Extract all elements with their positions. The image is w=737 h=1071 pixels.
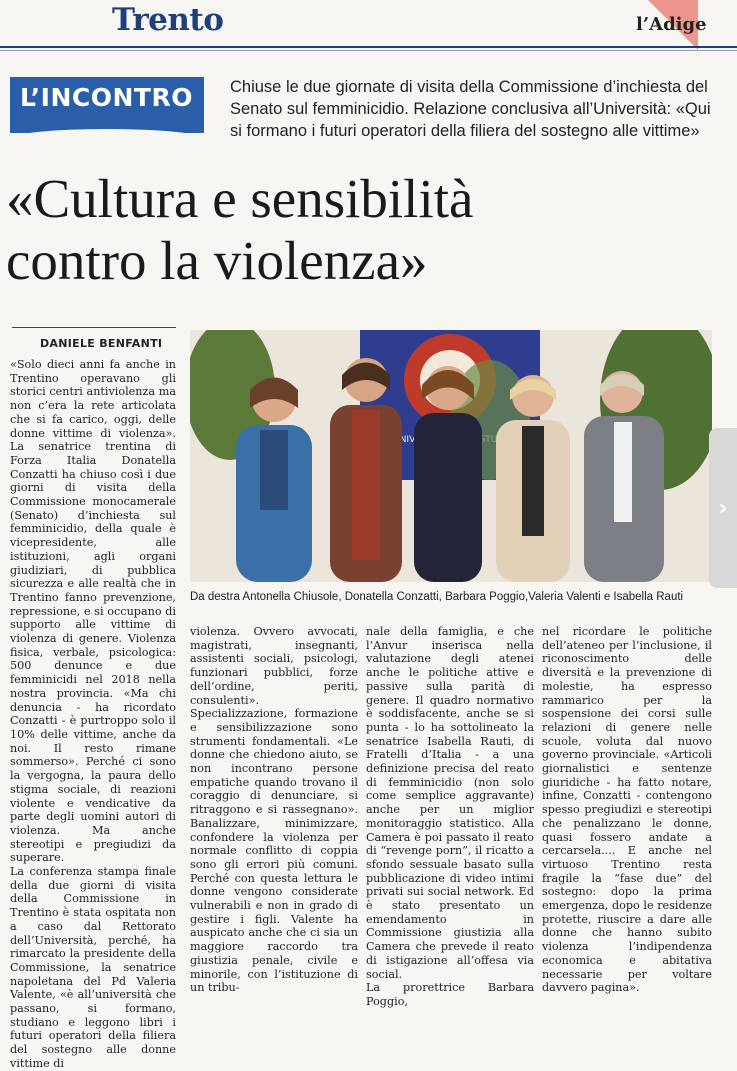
kicker-text: L’INCONTRO <box>20 83 193 112</box>
paragraph: La conferenza stampa finale della due giorni di visita della Commissione in Trentino è stata ospitata non a caso dal Rettorato dell’Università, perché, ha rimarcato la presidente della Commissione, la senatrice napoletana del Pd Valeria Valente, «è all’università che passano, si formano, studiano e leggono libri i futuri operatori della filiera del sostegno alle donne vittime di <box>10 865 176 1070</box>
kicker-label <box>10 77 204 133</box>
article-column-4 <box>542 625 712 995</box>
article-summary: Chiuse le due giornate di visita della Commissione d’inchiesta del Senato sul femminicidio. Relazione conclusiva all’Università: «Qui si formano i futuri operatori della filiera del sostegno alle vittime» <box>230 78 711 140</box>
photo-caption: Da destra Antonella Chiusole, Donatella Conzatti, Barbara Poggio,Valeria Valenti e Isabella Rauti <box>190 591 684 603</box>
headline-line-1: «Cultura e sensibilità <box>6 168 474 229</box>
article-column-3 <box>366 625 534 1009</box>
chevron-right-icon: › <box>718 495 728 521</box>
header-rule-thin <box>0 50 737 51</box>
header-rule <box>0 46 737 48</box>
headline-line-2: contro la violenza» <box>6 230 428 291</box>
article-headline <box>6 168 726 292</box>
article-byline: DANIELE BENFANTI <box>40 337 163 350</box>
paragraph: violenza. Ovvero avvocati, magistrati, insegnanti, assistenti sociali, psicologi, funzionari pubblici, forze dell’ordine, periti, consulenti». Specializzazione, formazione e sensibilizzazione sono strumenti fondamentali. «Le donne che chiedono aiuto, se non incontrano persone empatiche quando trovano il coraggio di denunciare, si ritraggono e si rassegnano». Banalizzare, minimizzare, confondere la violenza per normale conflitto di coppia sono gli errori più comuni. Perché con questa lettura le donne vengono considerate vulnerabili e non in grado di gestire i figli. Valente ha auspicato anche che ci sia un maggiore raccordo tra giustizia penale, civile e minorile, con l’istituzione di un tribu- <box>190 625 358 995</box>
paragraph: nel ricordare le politiche dell’ateneo per l’inclusione, il riconoscimento delle diversità e la prevenzione di molestie, ha espresso rammarico per la sospensione dei corsi sulle relazioni di genere nelle scuole, voluta dal nuovo governo provinciale. «Articoli giornalistici e sentenze giuridiche - ha fatto notare, infine, Conzatti - contengono spesso pregiudizi e stereotipi che penalizzano le donne, quasi fossero andate a cercarsela.... E anche nel virtuoso Trentino resta fragile la “fase due” del sostegno: dopo la prima emergenza, dopo le residenze protette, riuscire a dare alle donne che hanno subito violenza l’indipendenza economica e abitativa necessarie per voltare davvero pagina». <box>542 625 712 995</box>
byline-rule <box>12 327 176 328</box>
article-photo <box>190 330 712 582</box>
article-column-2 <box>190 625 358 995</box>
group-photo-illustration <box>190 330 712 582</box>
newspaper-masthead: l’Adige <box>636 14 707 35</box>
paragraph: «Solo dieci anni fa anche in Trentino operavano gli storici centri antiviolenza ma non c’era la rete articolata che si fa carico, oggi, delle donne vittime di violenza». La senatrice trentina di Forza Italia Donatella Conzatti ha chiuso così i due giorni di visita della Commissione monocamerale (Senato) d’inchiesta sul femminicidio, della quale è vicepresidente, alle istituzioni, agli organi giudiziari, di pubblica sicurezza e alle realtà che in Trentino fanno prevenzione, repressione, e si occupano di supporto alle vittime di violenza di genere. Violenza fisica, verbale, psicologica: 500 denunce e due femminicidi nel 2018 nella nostra provincia. «Ma chi denuncia - ha ricordato Conzatti - è purtroppo solo il 10% delle vittime, anche da noi. Il resto rimane sommerso». Perché ci sono la vergogna, la paura dello stigma sociale, di reazioni violente e vendicative da parte degli uomini autori di violenza. Ma anche stereotipi e pregiudizi da superare. <box>10 358 176 865</box>
paragraph: La prorettrice Barbara Poggio, <box>366 981 534 1008</box>
paragraph: nale della famiglia, e che l’Anvur inserisca nella valutazione degli atenei anche le politiche attive e passive sulla parità di genere. Il quadro normativo è soddisfacente, anche se si punta - lo ha sottolineato la senatrice Isabella Rauti, di Fratelli d’Italia - a una definizione precisa del reato di femminicidio (non solo come semplice aggravante) anche per un miglior monitoraggio statistico. Alla Camera è poi passato il reato di “revenge porn”, il ricatto a sfondo sessuale basato sulla pubblicazione di video intimi privati sui social network. Ed è stato presentato un emendamento in Commissione giustizia alla Camera che prevede il reato di istigazione all’offesa via social. <box>366 625 534 981</box>
article-column-1 <box>10 358 176 1071</box>
section-title: Trento <box>112 2 224 38</box>
next-page-button[interactable] <box>709 428 737 588</box>
page-header <box>0 0 737 52</box>
